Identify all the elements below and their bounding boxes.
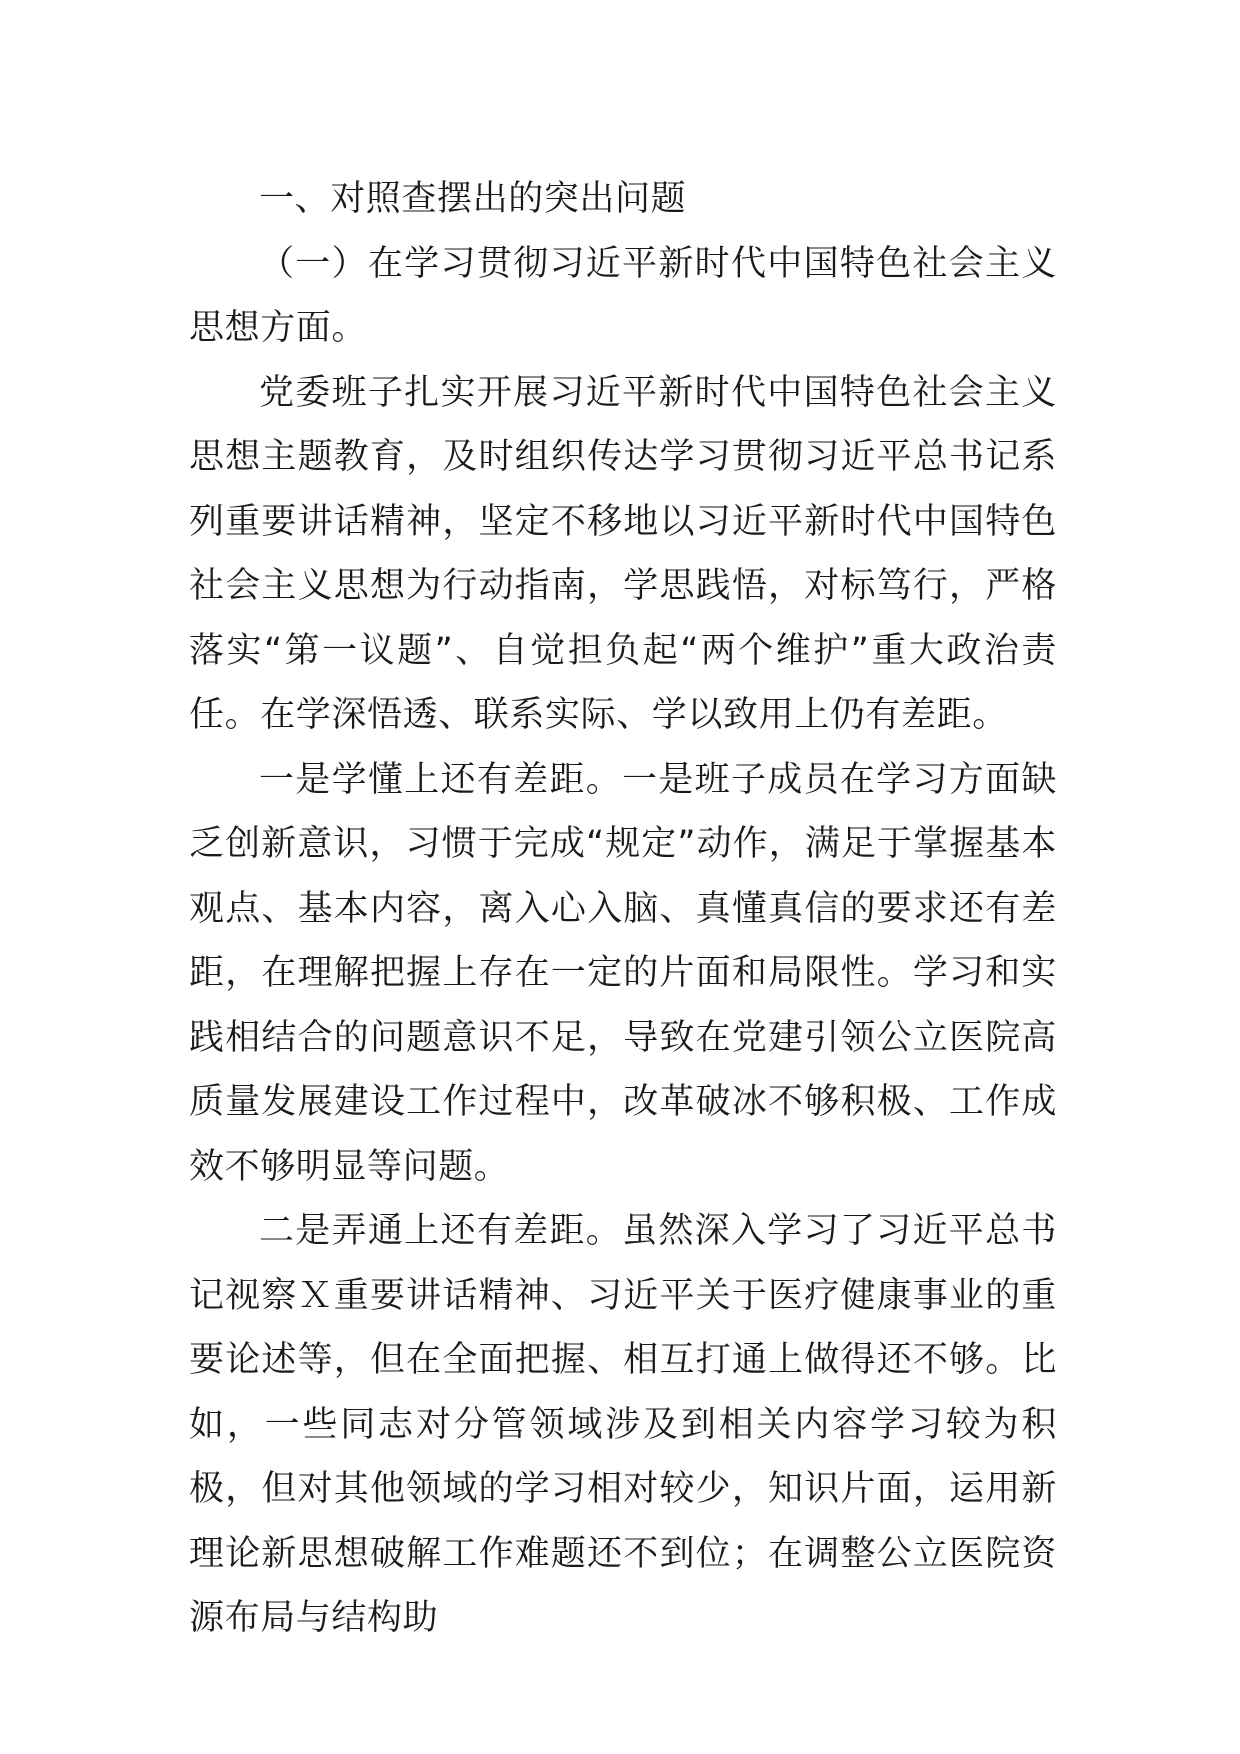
section-heading: 一、对照查摆出的突出问题 xyxy=(259,179,687,219)
body-paragraph: 一是学懂上还有差距。一是班子成员在学习方面缺乏创新意识，习惯于完成“规定”动作，满足于掌握基本观点、基本内容，离入心入脑、真懂真信的要求还有差距，在理解把握上存在一定的片面和局限性。学习和实践相结合的问题意识不足，导致在党建引领公立医院高质量发展建设工作过程中，改革破冰不够积极、工作成效不够明显等问题。 xyxy=(189,759,1057,1187)
body-paragraph: 二是弄通上还有差距。虽然深入学习了习近平总书记视察Ｘ重要讲话精神、习近平关于医疗健康事业的重要论述等，但在全面把握、相互打通上做得还不够。比如，一些同志对分管领域涉及到相关内容学习较为积极，但对其他领域的学习相对较少，知识片面，运用新理论新思想破解工作难题还不到位；在调整公立医院资源布局与结构助 xyxy=(189,1211,1057,1638)
document-body xyxy=(189,167,1057,1651)
subsection-heading: （一）在学习贯彻习近平新时代中国特色社会主义思想方面。 xyxy=(189,243,1057,348)
body-paragraph: 党委班子扎实开展习近平新时代中国特色社会主义思想主题教育，及时组织传达学习贯彻习近平总书记系列重要讲话精神，坚定不移地以习近平新时代中国特色社会主义思想为行动指南，学思践悟，对标笃行，严格落实“第一议题”、自觉担负起“两个维护”重大政治责任。在学深悟透、联系实际、学以致用上仍有差距。 xyxy=(189,372,1057,735)
